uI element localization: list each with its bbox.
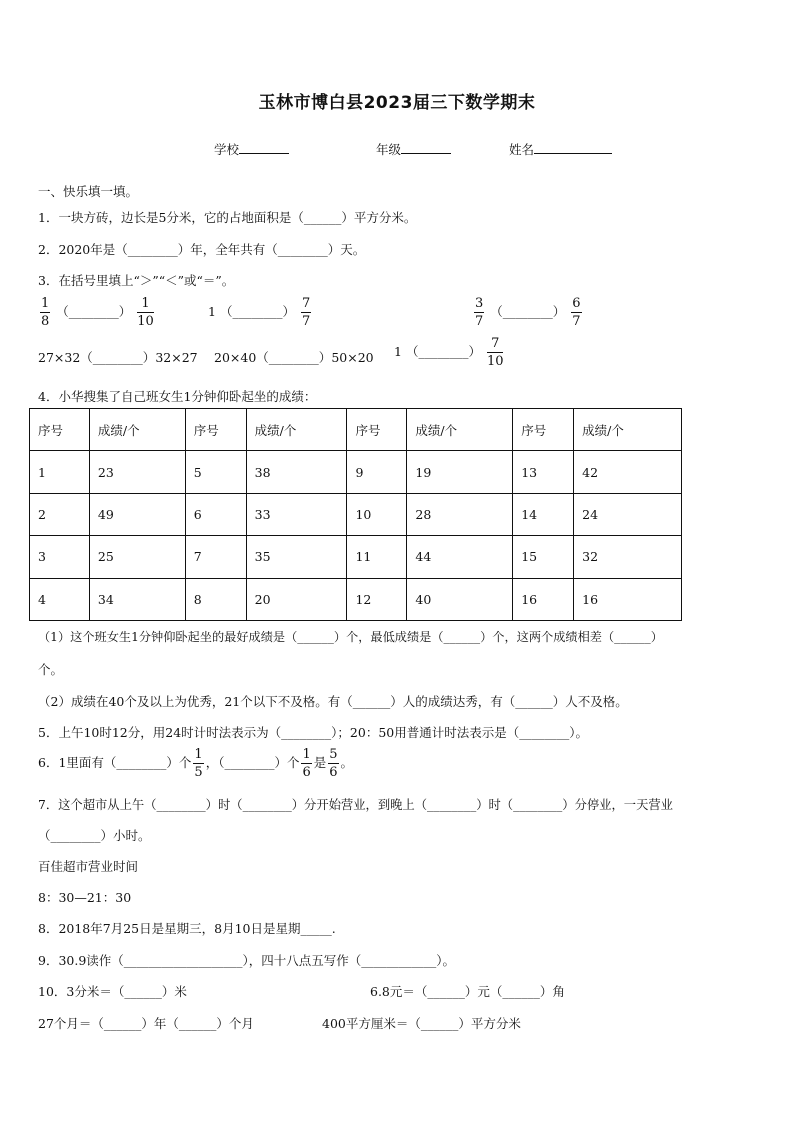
- header-cell: 成绩/个: [574, 409, 682, 451]
- compare-blank[interactable]: （________）: [219, 304, 295, 319]
- question-10a: 10．3分米＝（______）米: [38, 984, 187, 999]
- question-1: 1．一块方砖，边长是5分米，它的占地面积是（______）平方分米。: [38, 210, 417, 225]
- name-underline: [534, 141, 612, 154]
- header-cell: 序号: [185, 409, 246, 451]
- question-4-sub2: （2）成绩在40个及以上为优秀，21个以下不及格。有（______）人的成绩达秀，有（______）人不及格。: [38, 694, 628, 709]
- table-row: [30, 578, 682, 620]
- q6-text: 是: [313, 755, 327, 770]
- table-cell: 13: [513, 451, 574, 493]
- question-3-prompt: 3．在括号里填上“＞”“＜”或“＝”。: [38, 273, 235, 288]
- grade-underline: [401, 141, 451, 154]
- table-cell: 16: [574, 578, 682, 620]
- table-cell: 5: [185, 451, 246, 493]
- question-9: 9．30.9读作（___________________），四十八点五写作（____________）。: [38, 953, 456, 968]
- question-6: [38, 748, 353, 779]
- fraction: $\frac{7}{10}$: [486, 336, 504, 369]
- header-cell: 成绩/个: [246, 409, 347, 451]
- table-cell: 32: [574, 536, 682, 578]
- table-cell: 11: [347, 536, 407, 578]
- question-2: 2．2020年是（________）年，全年共有（________）天。: [38, 242, 366, 257]
- compare-item-6: [394, 337, 505, 368]
- compare-item-4: [38, 348, 198, 366]
- table-cell: 25: [89, 536, 185, 578]
- table-cell: 33: [246, 493, 347, 535]
- table-row: [30, 493, 682, 535]
- table-cell: 42: [574, 451, 682, 493]
- header-cell: 成绩/个: [89, 409, 185, 451]
- name-field[interactable]: [509, 140, 612, 158]
- q6-text: 6．1里面有（________）个: [38, 755, 192, 770]
- table-cell: 34: [89, 578, 185, 620]
- table-cell: 14: [513, 493, 574, 535]
- table-cell: 10: [347, 493, 407, 535]
- fraction: $\frac{5}{6}$: [329, 747, 338, 780]
- compare-item-3: [472, 297, 584, 328]
- expression-left: 27×32: [38, 350, 81, 365]
- question-10d: 400平方厘米＝（______）平方分米: [322, 1016, 521, 1031]
- table-cell: 15: [513, 536, 574, 578]
- table-cell: 16: [513, 578, 574, 620]
- table-cell: 23: [89, 451, 185, 493]
- table-cell: 28: [407, 493, 513, 535]
- page-title: 玉林市博白县2023届三下数学期末: [258, 93, 536, 113]
- scores-table: [29, 408, 682, 621]
- compare-blank[interactable]: （________）: [80, 350, 156, 365]
- table-row: [30, 536, 682, 578]
- table-cell: 6: [185, 493, 246, 535]
- store-hours-value: 8：30—21：30: [38, 890, 132, 905]
- question-10c: 27个月＝（______）年（______）个月: [38, 1016, 254, 1031]
- school-underline: [239, 141, 289, 154]
- table-cell: 9: [347, 451, 407, 493]
- fraction: $\frac{1}{5}$: [194, 747, 203, 780]
- table-cell: 35: [246, 536, 347, 578]
- table-cell: 19: [407, 451, 513, 493]
- expression-right: 50×20: [331, 350, 374, 365]
- school-field[interactable]: [214, 140, 289, 158]
- whole-number: 1: [394, 344, 402, 359]
- question-4-prompt: 4．小华搜集了自己班女生1分钟仰卧起坐的成绩：: [38, 389, 317, 404]
- grade-label: 年级: [376, 142, 402, 157]
- table-cell: 20: [246, 578, 347, 620]
- q6-text: 。: [340, 755, 354, 770]
- compare-item-2: [208, 297, 313, 328]
- compare-item-5: [214, 348, 374, 366]
- fraction: $\frac{7}{7}$: [301, 296, 311, 329]
- store-hours-label: 百佳超市营业时间: [38, 859, 139, 874]
- fraction: $\frac{1}{6}$: [302, 747, 311, 780]
- school-label: 学校: [214, 142, 240, 157]
- table-cell: 3: [30, 536, 90, 578]
- header-cell: 序号: [513, 409, 574, 451]
- table-cell: 44: [407, 536, 513, 578]
- table-cell: 24: [574, 493, 682, 535]
- fraction: $\frac{6}{7}$: [572, 296, 581, 329]
- question-10b: 6.8元＝（______）元（______）角: [370, 984, 565, 999]
- fraction: $\frac{3}{7}$: [475, 296, 484, 329]
- compare-blank[interactable]: （________）: [490, 304, 566, 319]
- question-4-sub1-cont: 个。: [38, 662, 64, 677]
- whole-number: 1: [208, 304, 216, 319]
- table-cell: 38: [246, 451, 347, 493]
- header-cell: 序号: [347, 409, 407, 451]
- expression-left: 20×40: [214, 350, 257, 365]
- table-row: [30, 451, 682, 493]
- table-cell: 4: [30, 578, 90, 620]
- compare-blank[interactable]: （________）: [56, 304, 132, 319]
- table-header-row: [30, 409, 682, 451]
- fraction: $\frac{1}{8}$: [41, 296, 50, 329]
- compare-blank[interactable]: （________）: [256, 350, 332, 365]
- table-cell: 7: [185, 536, 246, 578]
- table-cell: 1: [30, 451, 90, 493]
- compare-blank[interactable]: （________）: [405, 344, 481, 359]
- question-8: 8．2018年7月25日是星期三，8月10日是星期_____.: [38, 921, 336, 936]
- q6-text: ，（________）个: [205, 755, 300, 770]
- grade-field[interactable]: [376, 140, 451, 158]
- question-5: 5．上午10时12分，用24时计时法表示为（________）；20：50用普通计时法表示是（________）。: [38, 725, 588, 740]
- question-7-cont: （________）小时。: [38, 828, 151, 843]
- question-7: 7．这个超市从上午（________）时（________）分开始营业，到晚上（________）时（________）分停业，一天营业: [38, 798, 673, 812]
- expression-right: 32×27: [155, 350, 198, 365]
- table-cell: 2: [30, 493, 90, 535]
- header-cell: 成绩/个: [407, 409, 513, 451]
- table-cell: 49: [89, 493, 185, 535]
- section-heading: 一、快乐填一填。: [38, 184, 139, 199]
- question-4-sub1: （1）这个班女生1分钟仰卧起坐的最好成绩是（______）个，最低成绩是（______）个，这两个成绩相差（______）: [38, 630, 663, 644]
- table-cell: 40: [407, 578, 513, 620]
- compare-item-1: [38, 297, 156, 328]
- header-cell: 序号: [30, 409, 90, 451]
- table-cell: 8: [185, 578, 246, 620]
- name-label: 姓名: [509, 142, 535, 157]
- table-cell: 12: [347, 578, 407, 620]
- fraction: $\frac{1}{10}$: [137, 296, 154, 329]
